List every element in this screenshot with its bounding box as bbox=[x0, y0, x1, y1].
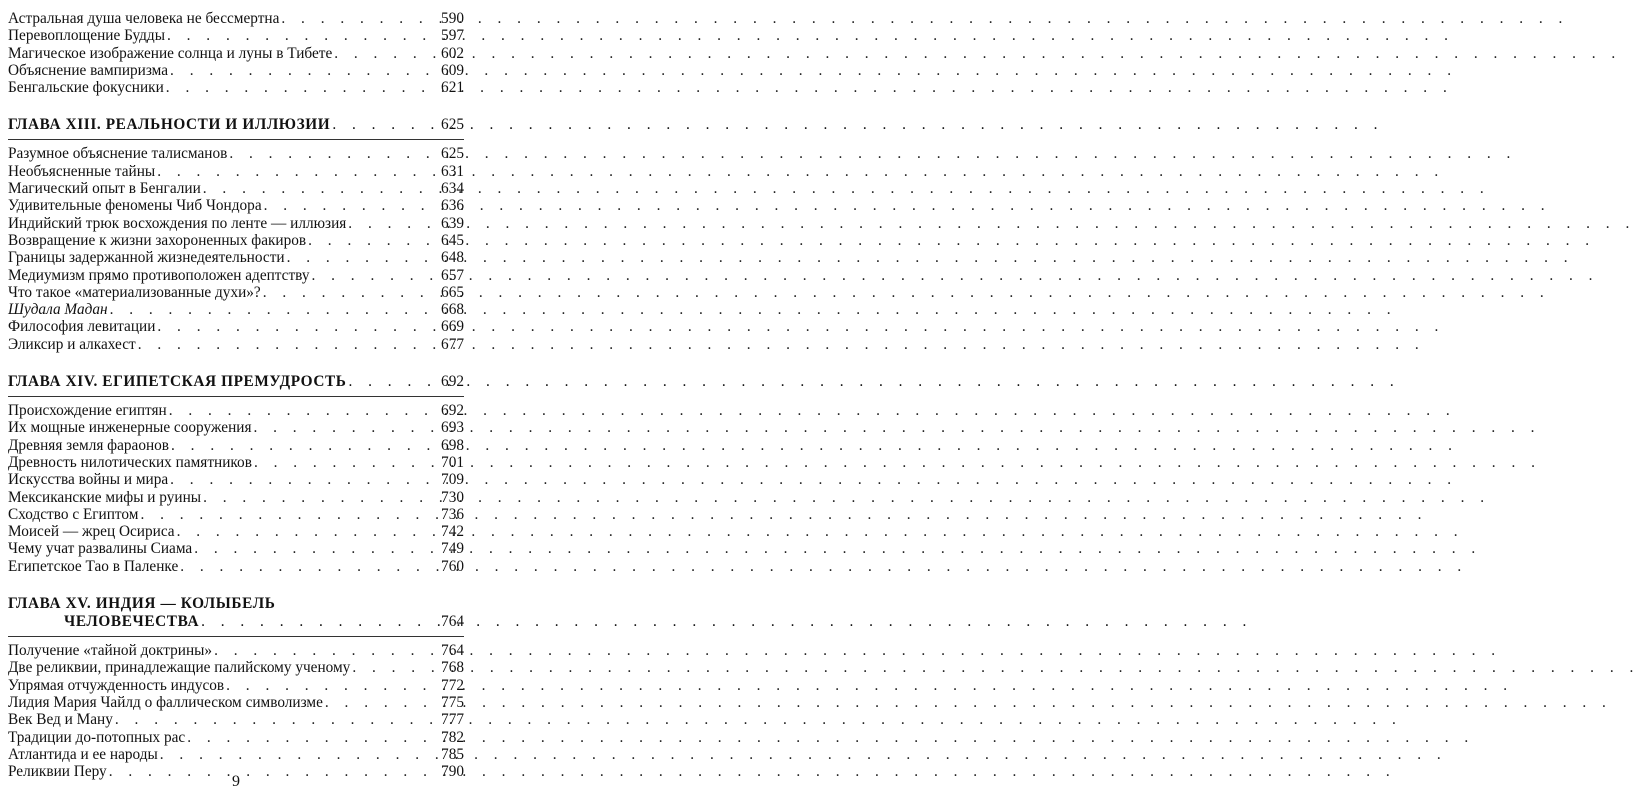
toc-entry-page: 692 bbox=[441, 402, 464, 420]
toc-entry bbox=[8, 197, 464, 214]
toc-entry-page: 777 bbox=[441, 711, 464, 729]
chapter-title-line2 bbox=[8, 613, 464, 631]
toc-entry-title: Мексиканские мифы и руины bbox=[8, 488, 202, 506]
dot-leader bbox=[201, 613, 428, 631]
toc-entry-title: Лидия Мария Чайлд о фаллическом символизме bbox=[8, 693, 323, 711]
toc-entry-title: Медиумизм прямо противоположен адептству bbox=[8, 266, 310, 284]
toc-entry-page: 636 bbox=[441, 197, 464, 215]
chapters-list bbox=[8, 96, 464, 780]
toc-entry-title: Век Вед и Ману bbox=[8, 711, 113, 729]
toc-entry bbox=[8, 471, 464, 488]
toc-entry bbox=[8, 336, 464, 353]
toc-entry bbox=[8, 27, 464, 44]
toc-entry-title: Разумное объяснение талисманов bbox=[8, 145, 228, 163]
toc-entry bbox=[8, 523, 464, 540]
toc-entry bbox=[8, 729, 464, 746]
toc-entry-title: Границы задержанной жизнедеятельности bbox=[8, 249, 285, 267]
chapter-page: 692 bbox=[441, 373, 464, 391]
toc-entry bbox=[8, 79, 464, 96]
toc-entry-title: Атлантида и ее народы bbox=[8, 745, 158, 763]
toc-entry-page: 730 bbox=[441, 488, 464, 506]
toc-entry-title: Философия левитации bbox=[8, 318, 156, 336]
toc-entry-page: 645 bbox=[441, 231, 464, 249]
toc-entry-title: Что такое «материализованные духи»? bbox=[8, 283, 261, 301]
toc-entry bbox=[8, 163, 464, 180]
spacer bbox=[8, 353, 464, 373]
dot-leader bbox=[180, 558, 428, 575]
dot-leader bbox=[170, 471, 428, 488]
table-of-contents bbox=[8, 10, 464, 780]
toc-entry-title: Магическое изображение солнца и луны в Тибете bbox=[8, 44, 333, 62]
toc-entry-title: Чему учат развалины Сиама bbox=[8, 540, 193, 558]
dot-leader bbox=[166, 79, 428, 96]
toc-entry-title: Древность нилотических памятников bbox=[8, 453, 252, 471]
toc-entry-title: Возвращение к жизни захороненных факиров bbox=[8, 231, 307, 249]
toc-entry-page: 736 bbox=[441, 505, 464, 523]
toc-entry-page: 677 bbox=[441, 335, 464, 353]
toc-entry bbox=[8, 284, 464, 301]
dot-leader bbox=[115, 711, 428, 728]
toc-entry-page: 709 bbox=[441, 471, 464, 489]
toc-entry bbox=[8, 215, 464, 232]
toc-entry bbox=[8, 10, 464, 27]
dot-leader bbox=[332, 116, 428, 134]
chapter-title-text: ГЛАВА XIV. ЕГИПЕТСКАЯ ПРЕМУДРОСТЬ bbox=[8, 373, 347, 391]
dot-leader bbox=[203, 180, 428, 197]
dot-leader bbox=[157, 163, 428, 180]
toc-entry-page: 742 bbox=[441, 523, 464, 541]
dot-leader bbox=[171, 437, 428, 454]
dot-leader bbox=[254, 454, 428, 471]
toc-entry-title: Происхождение египтян bbox=[8, 402, 167, 420]
chapter-heading bbox=[8, 116, 464, 134]
toc-entry-page: 772 bbox=[441, 676, 464, 694]
toc-entry-title: Традиции до-потопных рас bbox=[8, 728, 186, 746]
chapter-heading bbox=[8, 595, 464, 631]
toc-entry bbox=[8, 642, 464, 659]
toc-entry bbox=[8, 267, 464, 284]
dot-leader bbox=[226, 677, 428, 694]
dot-leader bbox=[138, 336, 428, 353]
toc-entry-title: Упрямая отчужденность индусов bbox=[8, 676, 225, 694]
toc-entry-page: 698 bbox=[441, 436, 464, 454]
dot-leader bbox=[157, 318, 428, 335]
toc-entry-page: 764 bbox=[441, 642, 464, 660]
dot-leader bbox=[349, 373, 429, 391]
toc-entry bbox=[8, 454, 464, 471]
toc-entry-title: Бенгальские фокусники bbox=[8, 79, 164, 97]
dot-leader bbox=[203, 489, 428, 506]
intro-entries bbox=[8, 10, 464, 96]
toc-entry-title: Астральная душа человека не бессмертна bbox=[8, 10, 280, 27]
toc-entry-title: Удивительные феномены Чиб Чондора bbox=[8, 197, 262, 215]
toc-entry bbox=[8, 419, 464, 436]
toc-entry-title: Получение «тайной доктрины» bbox=[8, 642, 213, 660]
toc-entry bbox=[8, 489, 464, 506]
toc-entry-page: 648 bbox=[441, 249, 464, 267]
toc-entry-page: 639 bbox=[441, 214, 464, 232]
toc-entry-title: Их мощные инженерные сооружения bbox=[8, 419, 252, 437]
toc-entry bbox=[8, 45, 464, 62]
toc-entry-title: Древняя земля фараонов bbox=[8, 436, 170, 454]
dot-leader bbox=[229, 145, 428, 162]
toc-entry-page: 621 bbox=[441, 79, 464, 97]
dot-leader bbox=[308, 232, 428, 249]
toc-entry-page: 609 bbox=[441, 61, 464, 79]
toc-entry-page: 657 bbox=[441, 266, 464, 284]
toc-entry-title: Искусства войны и мира bbox=[8, 471, 169, 489]
toc-entry-title: Индийский трюк восхождения по ленте — иллюзия bbox=[8, 214, 347, 232]
toc-entry bbox=[8, 659, 464, 676]
chapter-divider bbox=[8, 139, 464, 140]
dot-leader bbox=[177, 523, 428, 540]
toc-entry bbox=[8, 694, 464, 711]
toc-entry bbox=[8, 402, 464, 419]
dot-leader bbox=[170, 62, 428, 79]
toc-entry bbox=[8, 746, 464, 763]
dot-leader bbox=[160, 746, 428, 763]
dot-leader bbox=[263, 284, 428, 301]
toc-entry-title: Моисей — жрец Осириса bbox=[8, 523, 175, 541]
dot-leader bbox=[194, 540, 428, 557]
toc-entry-title: Эликсир и алкахест bbox=[8, 335, 136, 353]
spacer bbox=[8, 96, 464, 116]
chapter-title-text: ЧЕЛОВЕЧЕСТВА bbox=[64, 613, 200, 631]
dot-leader bbox=[352, 659, 428, 676]
toc-entry bbox=[8, 318, 464, 335]
chapter-title-line1: ГЛАВА XV. ИНДИЯ — КОЛЫБЕЛЬ bbox=[8, 595, 276, 613]
toc-entry-title: Магический опыт в Бенгалии bbox=[8, 180, 201, 198]
toc-entry-page: 790 bbox=[441, 763, 464, 781]
toc-entry-title: Шудала Мадан bbox=[8, 301, 108, 319]
toc-entry-page: 768 bbox=[441, 659, 464, 677]
toc-entry-page: 760 bbox=[441, 557, 464, 575]
toc-entry bbox=[8, 437, 464, 454]
chapter-divider bbox=[8, 396, 464, 397]
chapter-title-line bbox=[8, 373, 464, 391]
toc-entry-page: 785 bbox=[441, 745, 464, 763]
toc-entry bbox=[8, 711, 464, 728]
toc-entry-title: Перевоплощение Будды bbox=[8, 27, 165, 45]
dot-leader bbox=[140, 506, 428, 523]
dot-leader bbox=[214, 642, 428, 659]
toc-entry-page: 665 bbox=[441, 283, 464, 301]
dot-leader bbox=[264, 197, 428, 214]
toc-entry-page: 693 bbox=[441, 419, 464, 437]
chapter-title-line bbox=[8, 116, 464, 134]
chapter-divider bbox=[8, 636, 464, 637]
toc-entry-title: Сходство с Египтом bbox=[8, 505, 139, 523]
toc-entry-page: 631 bbox=[441, 162, 464, 180]
toc-entry bbox=[8, 540, 464, 557]
toc-entry-page: 775 bbox=[441, 693, 464, 711]
toc-entry-title: Необъясненные тайны bbox=[8, 162, 156, 180]
dot-leader bbox=[348, 215, 428, 232]
dot-leader bbox=[312, 267, 429, 284]
toc-entry-page: 590 bbox=[441, 10, 464, 27]
dot-leader bbox=[253, 419, 428, 436]
toc-entry-page: 749 bbox=[441, 540, 464, 558]
toc-entry-page: 634 bbox=[441, 180, 464, 198]
toc-entry-title: Реликвии Перу bbox=[8, 763, 107, 781]
toc-entry-title: Две реликвии, принадлежащие палийскому ученому bbox=[8, 659, 351, 677]
dot-leader bbox=[110, 301, 428, 318]
toc-entry bbox=[8, 145, 464, 162]
toc-entry-title: Объяснение вампиризма bbox=[8, 61, 169, 79]
toc-entry-page: 701 bbox=[441, 453, 464, 471]
chapter-heading bbox=[8, 373, 464, 391]
toc-entry bbox=[8, 232, 464, 249]
chapter-title-text: ГЛАВА XIII. РЕАЛЬНОСТИ И ИЛЛЮЗИИ bbox=[8, 116, 331, 134]
toc-entry bbox=[8, 249, 464, 266]
dot-leader bbox=[287, 249, 428, 266]
spacer bbox=[8, 575, 464, 595]
dot-leader bbox=[169, 402, 428, 419]
dot-leader bbox=[167, 27, 428, 44]
toc-entry bbox=[8, 506, 464, 523]
toc-entry bbox=[8, 62, 464, 79]
toc-entry-title: Египетское Тао в Паленке bbox=[8, 557, 179, 575]
page-number: 9 bbox=[232, 773, 240, 790]
chapter-page: 625 bbox=[441, 116, 464, 134]
chapter-page: 764 bbox=[441, 613, 464, 631]
toc-entry-page: 597 bbox=[441, 27, 464, 45]
dot-leader bbox=[281, 10, 428, 27]
dot-leader bbox=[334, 45, 428, 62]
toc-entry-page: 669 bbox=[441, 318, 464, 336]
toc-entry bbox=[8, 180, 464, 197]
dot-leader bbox=[325, 694, 428, 711]
toc-entry-page: 668 bbox=[441, 301, 464, 319]
toc-entry-page: 782 bbox=[441, 728, 464, 746]
toc-entry-page: 602 bbox=[441, 44, 464, 62]
toc-entry bbox=[8, 558, 464, 575]
toc-entry-page: 625 bbox=[441, 145, 464, 163]
dot-leader bbox=[187, 729, 428, 746]
toc-entry bbox=[8, 677, 464, 694]
toc-entry bbox=[8, 301, 464, 318]
